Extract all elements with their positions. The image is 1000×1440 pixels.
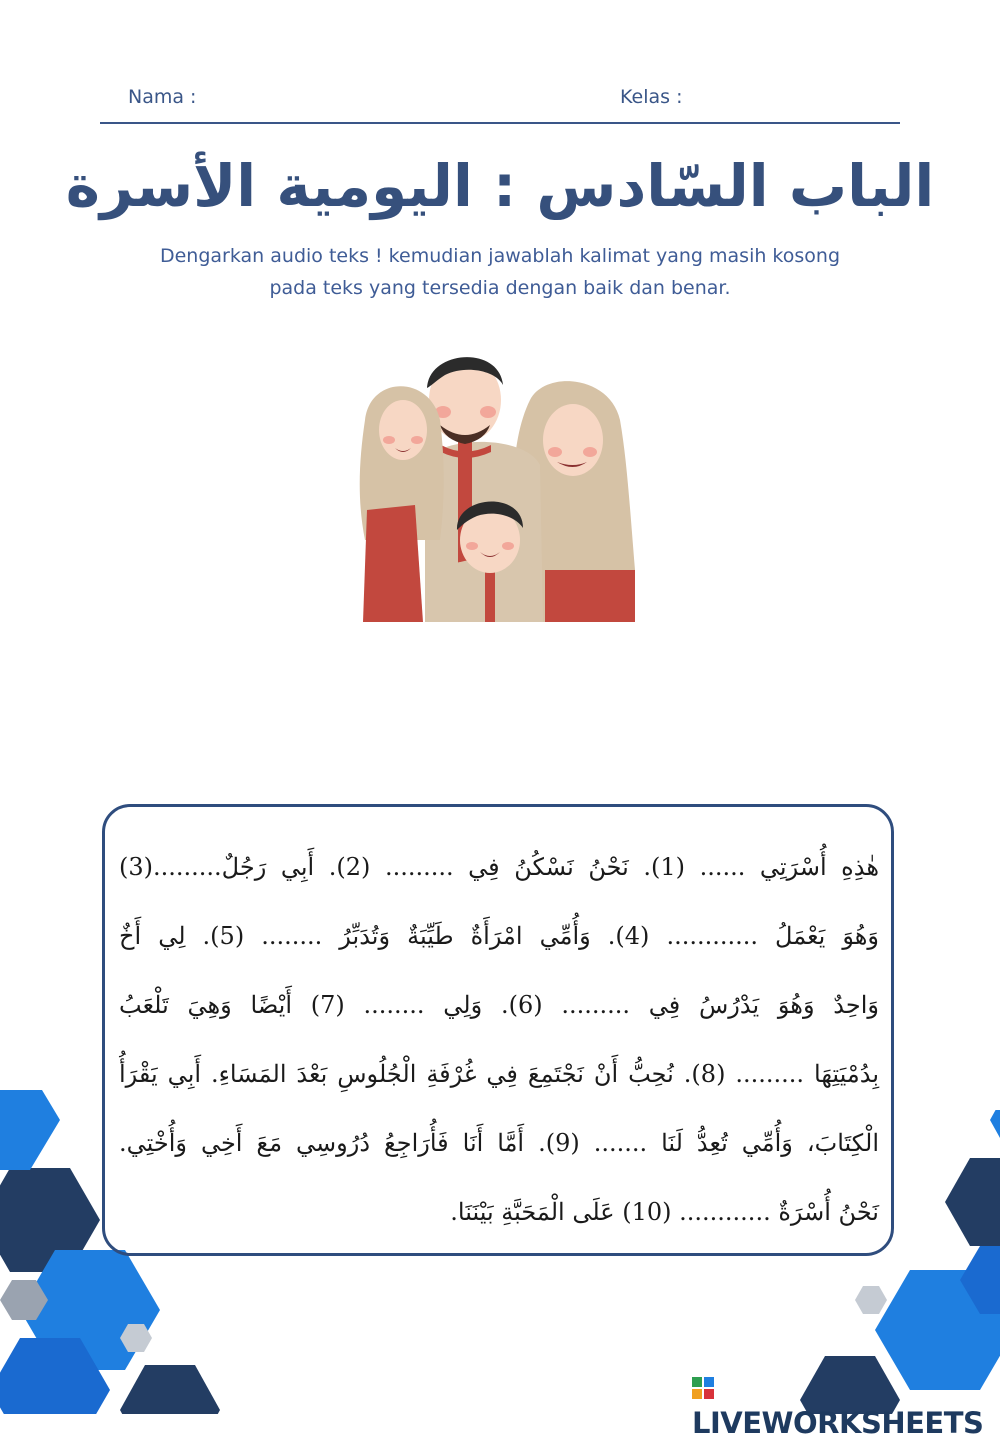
passage-line-2: وَهُوَ يَعْمَلُ ............ (4). وَأُمِّي امْرَأَةٌ طَيِّبَةٌ وَتُدَبِّرُ ........ (5). لِي أَخٌ (119, 922, 880, 950)
liveworksheets-logo-icon (692, 1377, 714, 1399)
passage-line-4: بِدُمْيَتِهَا ......... (8). نُحِبُّ أَنْ نَجْتَمِعَ فِي غُرْفَةِ الْجُلُوسِ بَعْدَ المَسَاءِ. أَبِي يَقْرَأُ (119, 1060, 880, 1088)
header-divider (100, 122, 900, 124)
passage-line-6: نَحْنُ أُسْرَةٌ ............ (10) عَلَى الْمَحَبَّةِ بَيْنَنَا. (450, 1198, 879, 1226)
passage-line-5: الْكِتَابَ، وَأُمِّي تُعِدُّ لَنَا ....... (9). أَمَّا أَنَا فَأُرَاجِعُ دُرُوسِي مَعَ أَخِي وَأُخْتِي. (119, 1129, 879, 1157)
liveworksheets-brand (692, 1372, 1000, 1440)
passage-line-3: وَاحِدٌ وَهُوَ يَدْرُسُ فِي ......... (6). وَلِي ........ (7) أَيْضًا وَهِيَ تَلْعَبُ (119, 991, 879, 1019)
kelas-label: Kelas : (620, 86, 683, 108)
instruction-line-1: Dengarkan audio teks ! kemudian jawablah kalimat yang masih kosong (159, 245, 841, 267)
nama-label: Nama : (128, 86, 197, 108)
instruction-text (100, 240, 900, 304)
passage-box (102, 804, 894, 1256)
passage-line-1: هٰذِهِ أُسْرَتِي ...... (1). نَحْنُ نَسْكُنُ فِي ......... (2). أَبِي رَجُلٌ.........(3) (119, 853, 879, 881)
brand-text: LIVEWORKSHEETS (692, 1406, 984, 1440)
instruction-line-2: pada teks yang tersedia dengan baik dan benar. (269, 277, 731, 299)
header-labels (0, 86, 1000, 112)
family-illustration (345, 340, 645, 630)
page-title: الباب السّادس : اليومية الأسرة (65, 152, 935, 220)
